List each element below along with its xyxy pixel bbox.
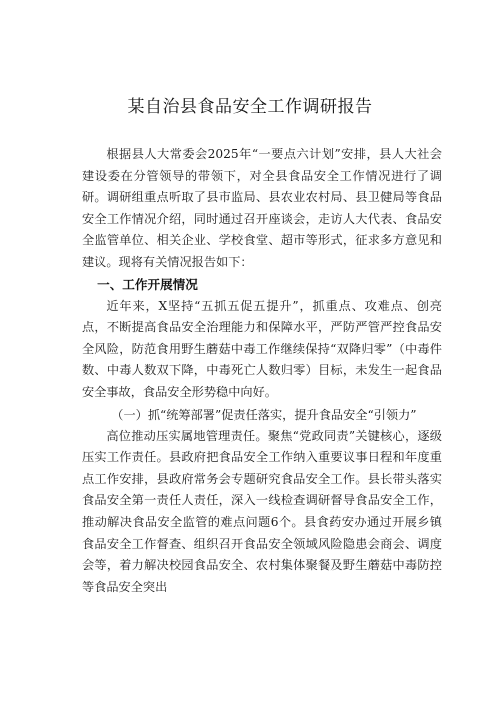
intro-paragraph: 根据县人大常委会2025年“一要点六计划”安排，县人大社会建设委在分管领导的带领下，对全县食品安全工作情况进行了调研。调研组重点听取了县市监局、县农业农村局、县卫健局等食品安全工作情况介绍，同时通过召开座谈会，走访人大代表、食品安全监管单位、相关企业、学校食堂、超市等形式，征求多方意见和建议。现将有关情况报告如下： — [82, 147, 442, 269]
subsection-paragraph: 高位推动压实属地管理责任。聚焦“党政同责”关键核心，逐级压实工作责任。县政府把食品安全工作纳入重要议事日程和年度重点工作安排，县政府常务会专题研究食品安全工作。县长带头落实食品安全第一责任人责任，深入一线检查调研督导食品安全工作，推动解决食品安全监管的难点问题6个。县食药安办通过开展乡镇食品安全工作督查、组织召开食品安全领域风险隐患会商会、调度会等，着力解决校园食品安全、农村集体聚餐及野生蘑菇中毒防控等食品安全突出 — [82, 428, 442, 594]
subsection-heading: （一）抓“统筹部署”促责任落实，提升食品安全“引领力” — [111, 407, 417, 422]
document-title: 某自治县食品安全工作调研报告 — [127, 97, 373, 117]
section-heading: 一、工作开展情况 — [97, 276, 198, 292]
section-paragraph: 近年来，X坚持“五抓五促五提升”，抓重点、攻难点、创亮点，不断提高食品安全治理能力和保障水平，严防严管严控食品安全风险，防范食用野生蘑菇中毒工作继续保持“双降归零”（中毒件数、中毒人数双下降，中毒死亡人数归零）目标，未发生一起食品安全事故，食品安全形势稳中向好。 — [82, 298, 442, 399]
document-body — [82, 144, 442, 598]
